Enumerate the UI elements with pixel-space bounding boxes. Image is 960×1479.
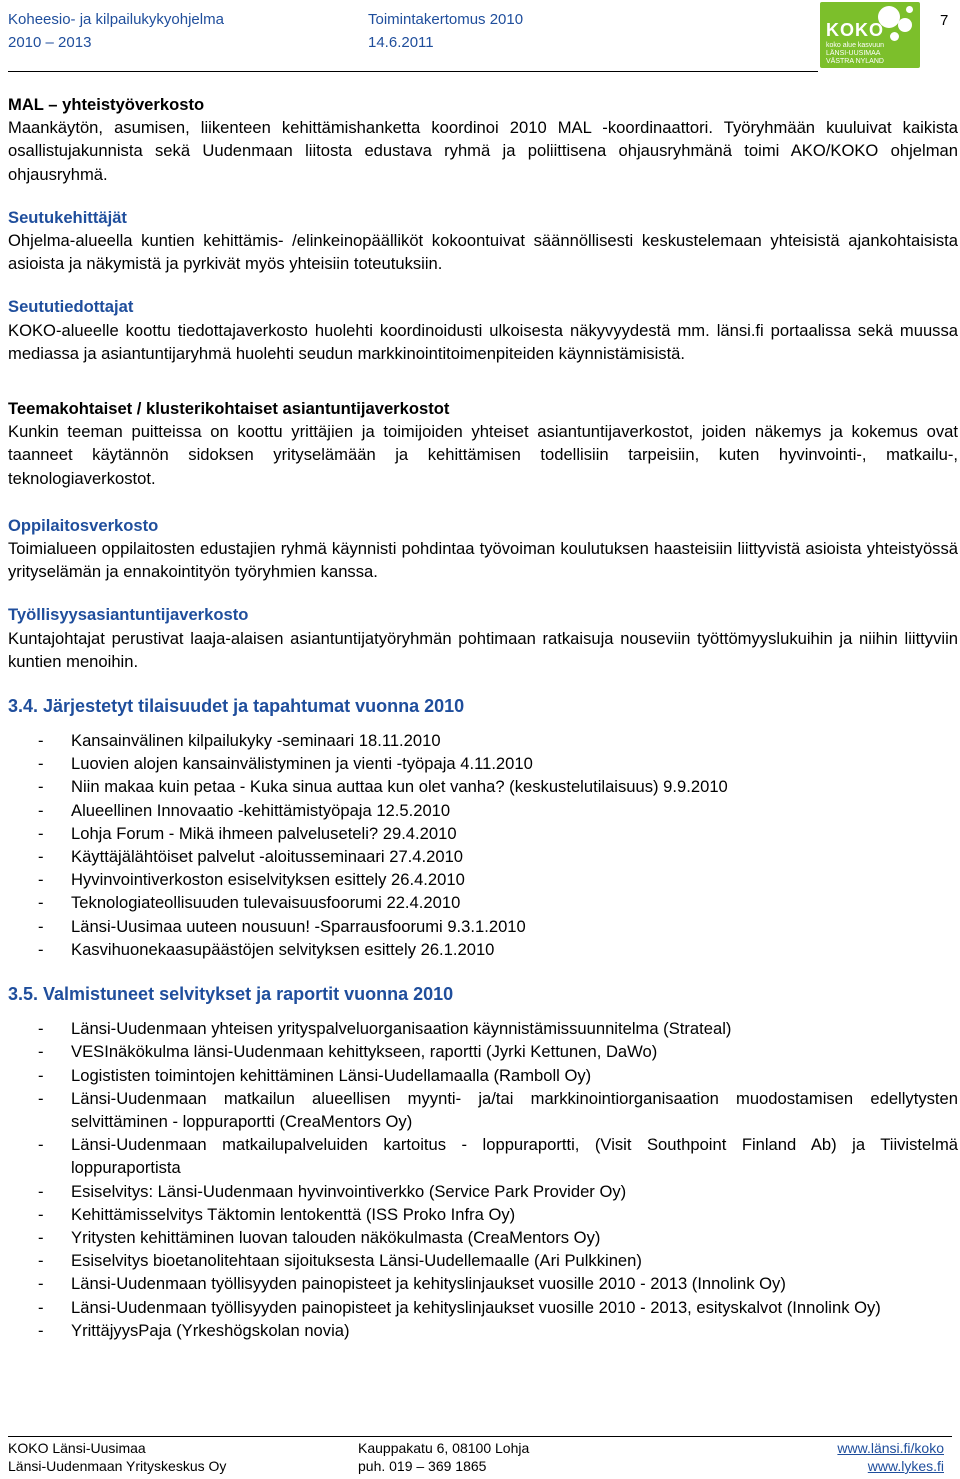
list-item: - Hyvinvointiverkoston esiselvityksen esittely 26.4.2010 [8, 868, 958, 891]
list-item: - Länsi-Uusimaa uuteen nousuun! -Sparrausfoorumi 9.3.1.2010 [8, 915, 958, 938]
header-program-title: Koheesio- ja kilpailukykyohjelma [8, 11, 224, 28]
footer-org-name: KOKO Länsi-Uusimaa [8, 1440, 146, 1456]
events-list [8, 729, 958, 961]
list-item: - Luovien alojen kansainvälistyminen ja vienti -työpaja 4.11.2010 [8, 752, 958, 775]
footer-org-company: Länsi-Uudenmaan Yrityskeskus Oy [8, 1458, 227, 1474]
section-seututiedottajat [8, 295, 958, 365]
section-title: Työllisyysasiantuntijaverkosto [8, 605, 249, 625]
section-body: Maankäytön, asumisen, liikenteen kehittämishanketta koordinoi 2010 MAL -koordinaattori. Työryhmään kuuluivat kaikista osallistujakunnista sekä Uudenmaan liitosta edustava ryhmä ja poliittisena ohjausryhmänä toimi AKO/KOKO ohjelman ohjausryhmä. [8, 118, 958, 184]
section-body: Ohjelma-alueella kuntien kehittämis- /elinkeinopäälliköt kokoontuivat säännöllisesti keskustelemaan yhteisistä ajankohtaisista asioista ja näkymistä ja pyrkivät myös yhteisiin toteutuksiin. [8, 231, 958, 274]
list-item: - Kansainvälinen kilpailukyky -seminaari 18.11.2010 [8, 729, 958, 752]
list-item: - Länsi-Uudenmaan matkailun alueellisen myynti- ja/tai markkinointiorganisaation muodostamisen edellytysten selvittäminen - loppuraportti (CreaMentors Oy) [8, 1087, 958, 1133]
koko-logo [820, 2, 920, 68]
logo-word: KOKO [826, 20, 884, 40]
list-item: - Länsi-Uudenmaan työllisyyden painopisteet ja kehityslinjaukset vuosille 2010 - 2013 (Innolink Oy) [8, 1272, 958, 1295]
reports-heading: 3.5. Valmistuneet selvitykset ja raportit vuonna 2010 [8, 984, 454, 1005]
logo-bubble-icon [890, 32, 899, 41]
section-body: Toimialueen oppilaitosten edustajien ryhmä käynnisti pohdintaa työvoiman koulutuksen haasteisiin liittyvistä asioista yhteistyössä yrityselämän ja ennakointityön työryhmien kanssa. [8, 539, 958, 582]
section-body: KOKO-alueelle koottu tiedottajaverkosto huolehti koordinoidusti ulkoisesta näkyvyydestä mm. länsi.fi portaalissa sekä muussa mediassa ja asiantuntijaryhmä huolehti seudun markkinointitoimenpiteiden käynnistämisistä. [8, 320, 958, 363]
list-item: - Länsi-Uudenmaan yhteisen yrityspalveluorganisaation käynnistämissuunnitelma (Strateal) [8, 1017, 958, 1040]
section-body: Kuntajohtajat perustivat laaja-alaisen asiantuntijatyöryhmän pohtimaan ratkaisuja nouseviin työttömyyslukuihin ja niihin liittyviin kuntien menoihin. [8, 628, 958, 671]
footer-organization [8, 1439, 226, 1475]
header-program-years: 2010 – 2013 [8, 34, 92, 51]
list-item: - Esiselvitys: Länsi-Uudenmaan hyvinvointiverkko (Service Park Provider Oy) [8, 1180, 958, 1203]
list-item: - Yritysten kehittäminen luovan talouden näkökulmasta (CreaMentors Oy) [8, 1226, 958, 1249]
section-body: Kunkin teeman puitteissa on koottu yrittäjien ja toimijoiden yhteiset asiantuntijaverkostot, joiden näkemys ja kokemus ovat taanneet käytännön sidoksen yrityselämään ja kehittämisen todellisiin tarpeisiin, kuten hyvinvointi-, matkailu-, teknologiaverkostot. [8, 422, 958, 488]
list-item: - Käyttäjälähtöiset palvelut -aloitusseminaari 27.4.2010 [8, 845, 958, 868]
page-content [8, 93, 958, 1362]
list-item: - Niin makaa kuin petaa - Kuka sinua auttaa kun olet vanha? (keskustelutilaisuus) 9.9.2010 [8, 775, 958, 798]
section-seutukehittajat [8, 206, 958, 276]
list-item: - Kehittämisselvitys Täktomin lentokenttä (ISS Proko Infra Oy) [8, 1203, 958, 1226]
list-item: - Länsi-Uudenmaan työllisyyden painopisteet ja kehityslinjaukset vuosille 2010 - 2013, esityskalvot (Innolink Oy) [8, 1296, 958, 1319]
page-header [0, 0, 960, 72]
section-title: MAL – yhteistyöverkosto [8, 95, 205, 114]
footer-contact [358, 1439, 529, 1475]
section-title: Teemakohtaiset / klusterikohtaiset asiantuntijaverkostot [8, 399, 450, 419]
page-number: 7 [940, 12, 949, 29]
header-report-title: Toimintakertomus 2010 [368, 11, 524, 28]
section-tyollisyys [8, 603, 958, 673]
header-divider [8, 71, 818, 72]
list-item: - Alueellinen Innovaatio -kehittämistyöpaja 12.5.2010 [8, 799, 958, 822]
footer-links [837, 1439, 944, 1475]
section-oppilaitosverkosto [8, 514, 958, 584]
list-item: - Esiselvitys bioetanolitehtaan sijoituksesta Länsi-Uudellemaalle (Ari Pulkkinen) [8, 1249, 958, 1272]
section-title: Seutukehittäjät [8, 207, 127, 227]
logo-bubble-icon [898, 18, 912, 32]
footer-divider [8, 1436, 952, 1437]
section-title: Oppilaitosverkosto [8, 515, 159, 535]
lykes-website-link[interactable]: www.lykes.fi [867, 1458, 944, 1474]
section-mal [8, 93, 958, 186]
logo-bubble-icon [906, 6, 913, 13]
footer-phone: puh. 019 – 369 1865 [358, 1458, 487, 1474]
header-report [368, 8, 523, 54]
list-item: - Lohja Forum - Mikä ihmeen palveluseteli? 29.4.2010 [8, 822, 958, 845]
list-item: - YrittäjyysPaja (Yrkeshögskolan novia) [8, 1319, 958, 1342]
list-item: - Teknologiateollisuuden tulevaisuusfoorumi 22.4.2010 [8, 891, 958, 914]
reports-list [8, 1017, 958, 1342]
footer-address: Kauppakatu 6, 08100 Lohja [358, 1440, 530, 1456]
events-heading: 3.4. Järjestetyt tilaisuudet ja tapahtumat vuonna 2010 [8, 696, 465, 717]
header-report-date: 14.6.2011 [368, 34, 434, 51]
logo-tagline: koko alue kasvuun LÄNSI-UUSIMAA VÄSTRA NYLAND [826, 42, 884, 65]
koko-website-link[interactable]: www.länsi.fi/koko [837, 1440, 944, 1456]
list-item: - Logististen toimintojen kehittäminen Länsi-Uudellamaalla (Ramboll Oy) [8, 1064, 958, 1087]
list-item: - Länsi-Uudenmaan matkailupalveluiden kartoitus - loppuraportti, (Visit Southpoint Finland Ab) ja Tiivistelmä loppuraportista [8, 1133, 958, 1179]
section-teemakohtaiset [8, 397, 958, 490]
list-item: - VESInäkökulma länsi-Uudenmaan kehittykseen, raportti (Jyrki Kettunen, DaWo) [8, 1040, 958, 1063]
section-title: Seututiedottajat [8, 297, 134, 317]
header-program [8, 8, 224, 54]
list-item: - Kasvihuonekaasupäästöjen selvityksen esittely 26.1.2010 [8, 938, 958, 961]
